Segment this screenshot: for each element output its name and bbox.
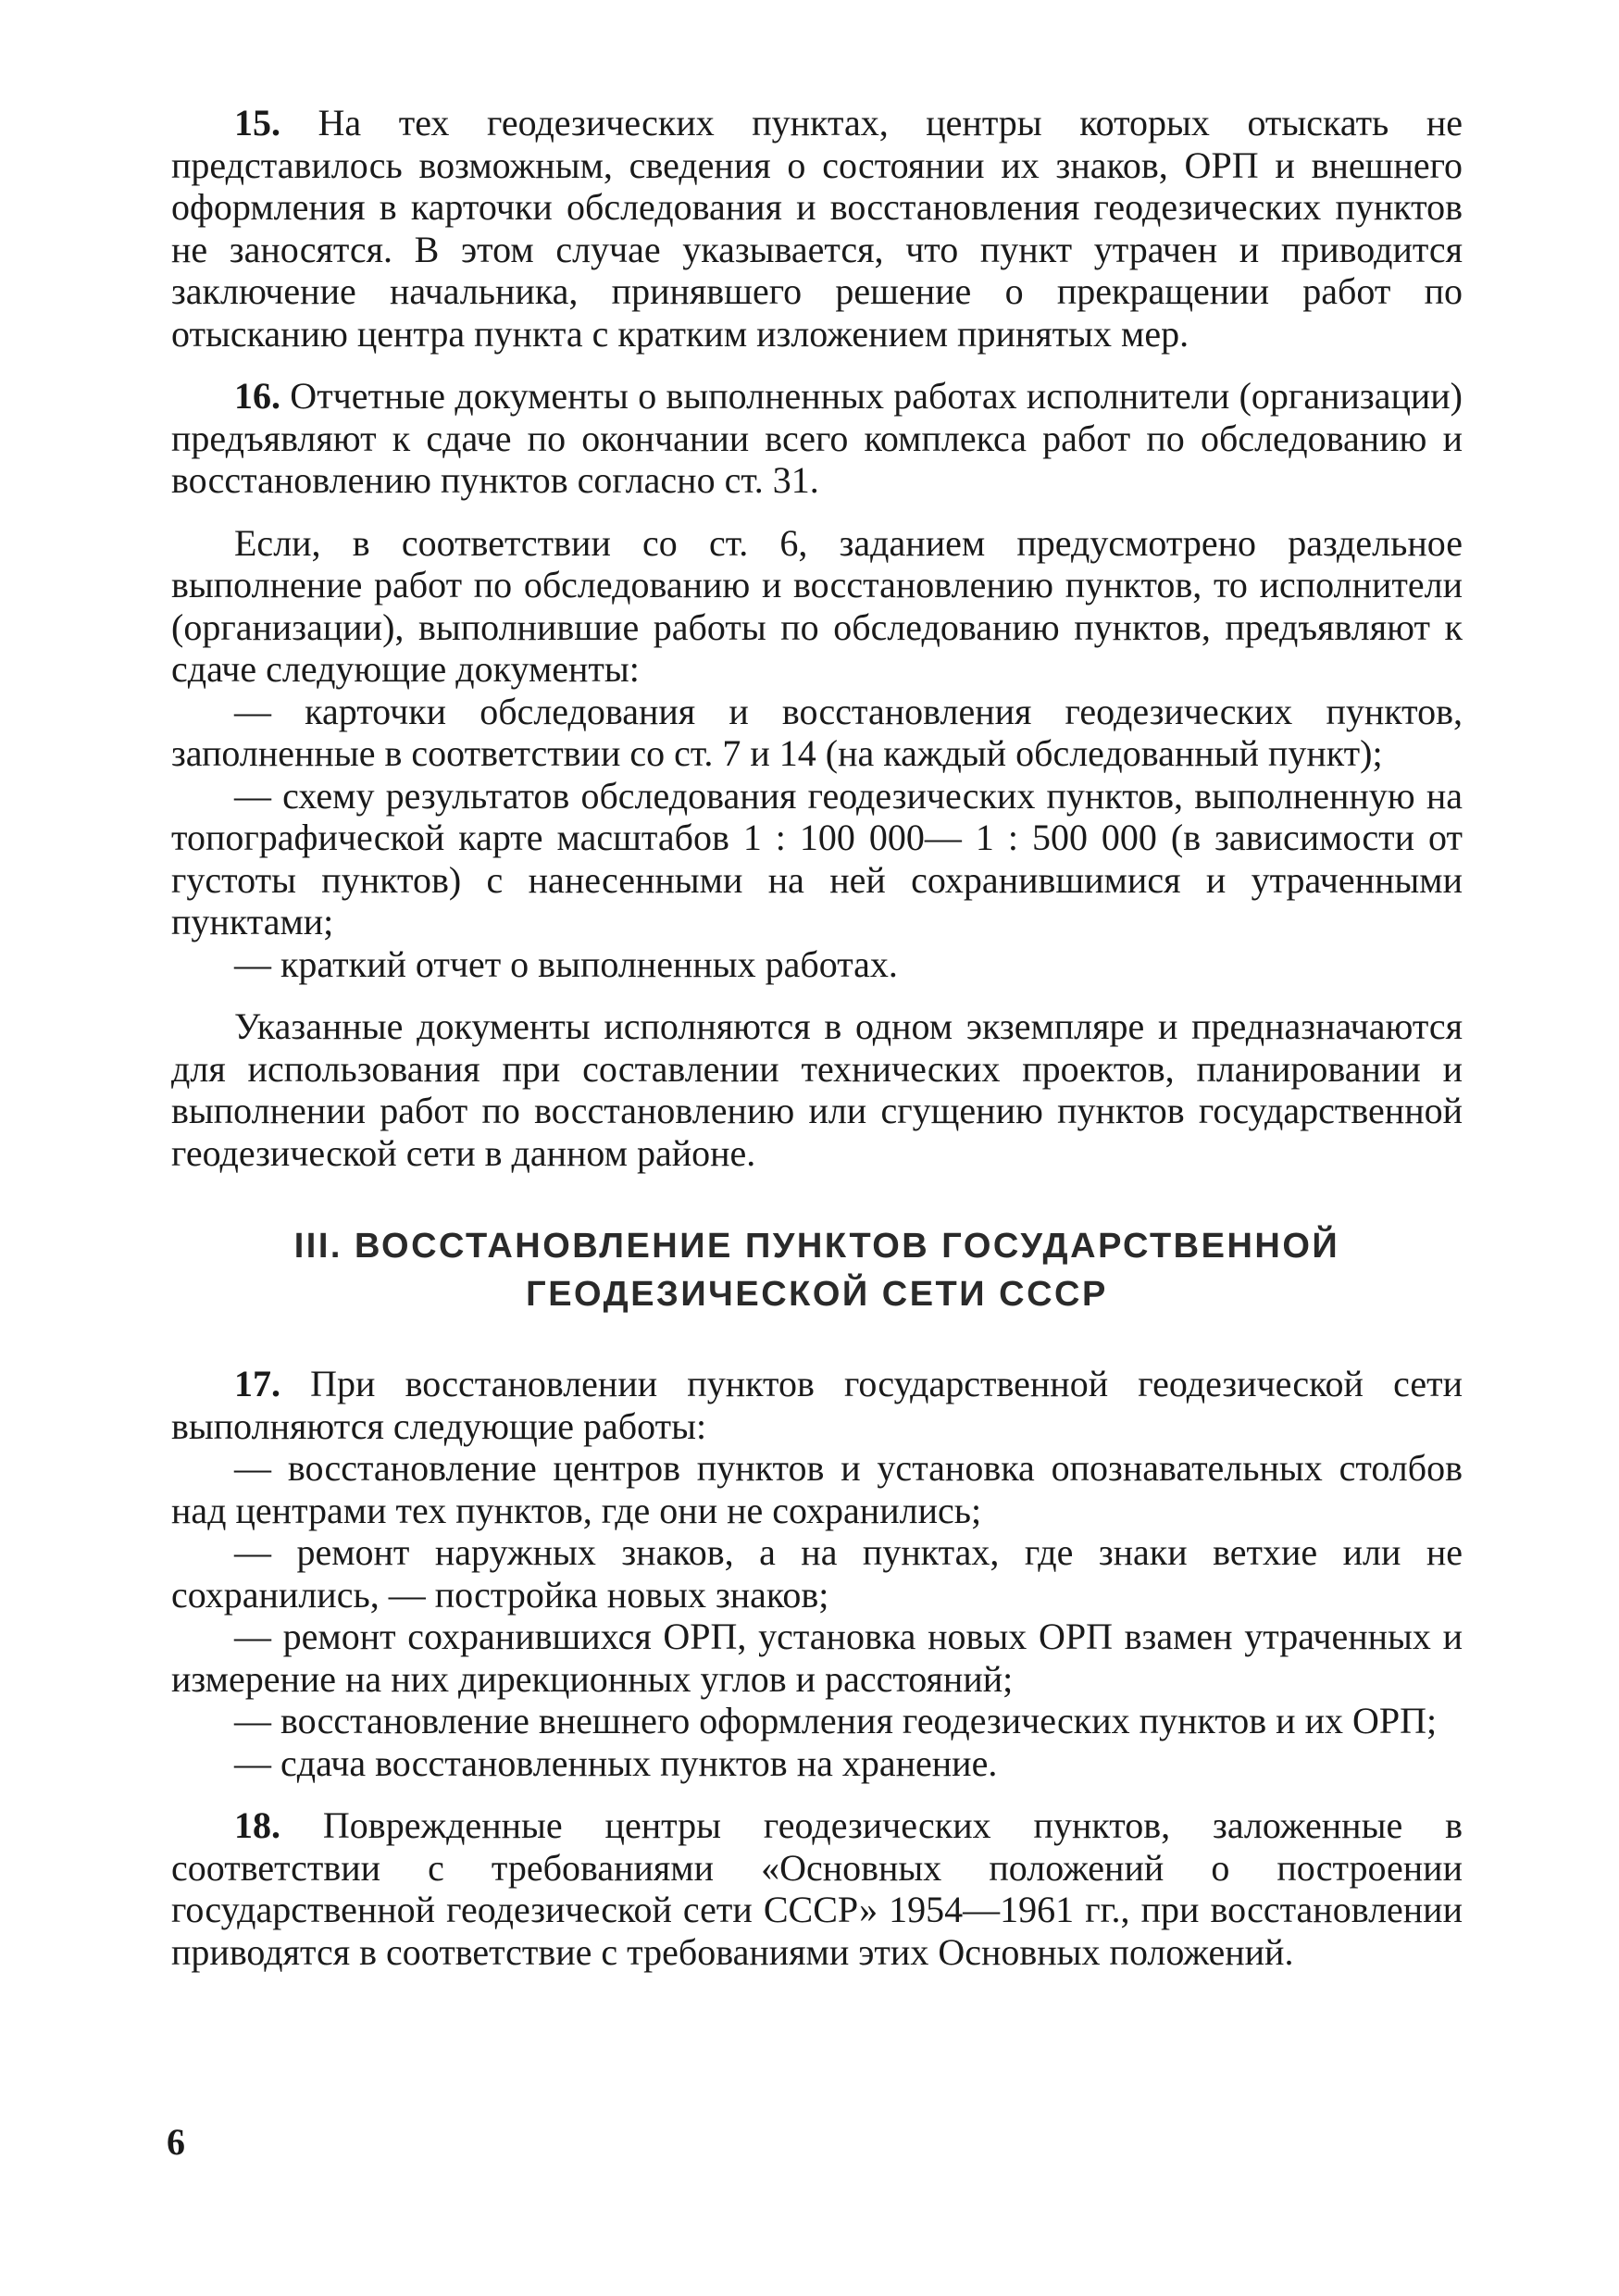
paragraph-16-documents-purpose: Указанные документы исполняются в одном экземпляре и предназначаются для использования при составлении технических проектов, планировании и выполнении работ по восстановлению или сгущению пунктов государственной геодезической сети в данном районе. — [171, 1005, 1463, 1174]
list-item-17-5: — сдача восстановленных пунктов на хранение. — [234, 1741, 998, 1784]
document-page — [171, 102, 1463, 1973]
list-item-17-3: — ремонт сохранившихся ОРП, установка новых ОРП взамен утраченных и измерение на них дирекционных углов и расстояний; — [171, 1616, 1463, 1700]
clause-number-17: 17. — [234, 1363, 280, 1404]
list-item-17-2: — ремонт наружных знаков, а на пунктах, где знаки ветхие или не сохранились, — постройка новых знаков; — [171, 1531, 1463, 1616]
paragraph-15 — [171, 102, 1463, 355]
paragraph-16-text: Отчетные документы о выполненных работах исполнители (организации) предъявляют к сдаче по окончании всего комплекса работ по обследованию и восстановлению пунктов согласно ст. 31. — [171, 375, 1463, 501]
clause-number-18: 18. — [234, 1804, 280, 1846]
paragraph-18-text: Поврежденные центры геодезических пунктов, заложенные в соответствии с требованиями «Основных положений о построении государственной геодезической сети СССР» 1954—1961 гг., при восстановлении приводятся в соответствие с требованиями этих Основных положений. — [171, 1804, 1463, 1973]
paragraph-18 — [171, 1804, 1463, 1973]
section-heading — [171, 1222, 1463, 1318]
page-number: 6 — [167, 2121, 185, 2163]
section-heading-line-2: ГЕОДЕЗИЧЕСКОЙ СЕТИ СССР — [526, 1275, 1108, 1314]
paragraph-16 — [171, 375, 1463, 502]
section-heading-line-1: III. ВОССТАНОВЛЕНИЕ ПУНКТОВ ГОСУДАРСТВЕННОЙ — [293, 1227, 1340, 1266]
clause-number-16: 16. — [234, 375, 280, 417]
paragraph-17-text: При восстановлении пунктов государственной геодезической сети выполняются следующие работы: — [171, 1363, 1463, 1447]
paragraph-15-text: На тех геодезических пунктах, центры которых отыскать не представилось возможным, сведения о состоянии их знаков, ОРП и внешнего оформления в карточки обследования и восстановления геодезических пунктов не заносятся. В этом случае указывается, что пункт утрачен и приводится заключение начальника, принявшего решение о прекращении работ по отысканию центра пункта с кратким изложением принятых мер. — [171, 102, 1463, 355]
list-item-16-2: — схему результатов обследования геодезических пунктов, выполненную на топографической карте масштабов 1 : 100 000— 1 : 500 000 (в зависимости от густоты пунктов) с нанесенными на ней сохранившимися и утраченными пунктами; — [171, 774, 1463, 942]
paragraph-16-conditions: Если, в соответствии со ст. 6, заданием предусмотрено раздельное выполнение работ по обследованию и восстановлению пунктов, то исполнители (организации), выполнившие работы по обследованию пунктов, предъявляют к сдаче следующие документы: — [171, 521, 1463, 690]
list-item-17-4: — восстановление внешнего оформления геодезических пунктов и их ОРП; — [234, 1700, 1438, 1741]
list-item-16-1: — карточки обследования и восстановления геодезических пунктов, заполненные в соответствии со ст. 7 и 14 (на каждый обследованный пункт); — [171, 690, 1463, 774]
clause-number-15: 15. — [234, 102, 280, 144]
list-item-16-3: — краткий отчет о выполненных работах. — [234, 942, 898, 985]
list-item-17-1: — восстановление центров пунктов и установка опознавательных столбов над центрами тех пунктов, где они не сохранились; — [171, 1447, 1463, 1531]
paragraph-17 — [171, 1363, 1463, 1447]
